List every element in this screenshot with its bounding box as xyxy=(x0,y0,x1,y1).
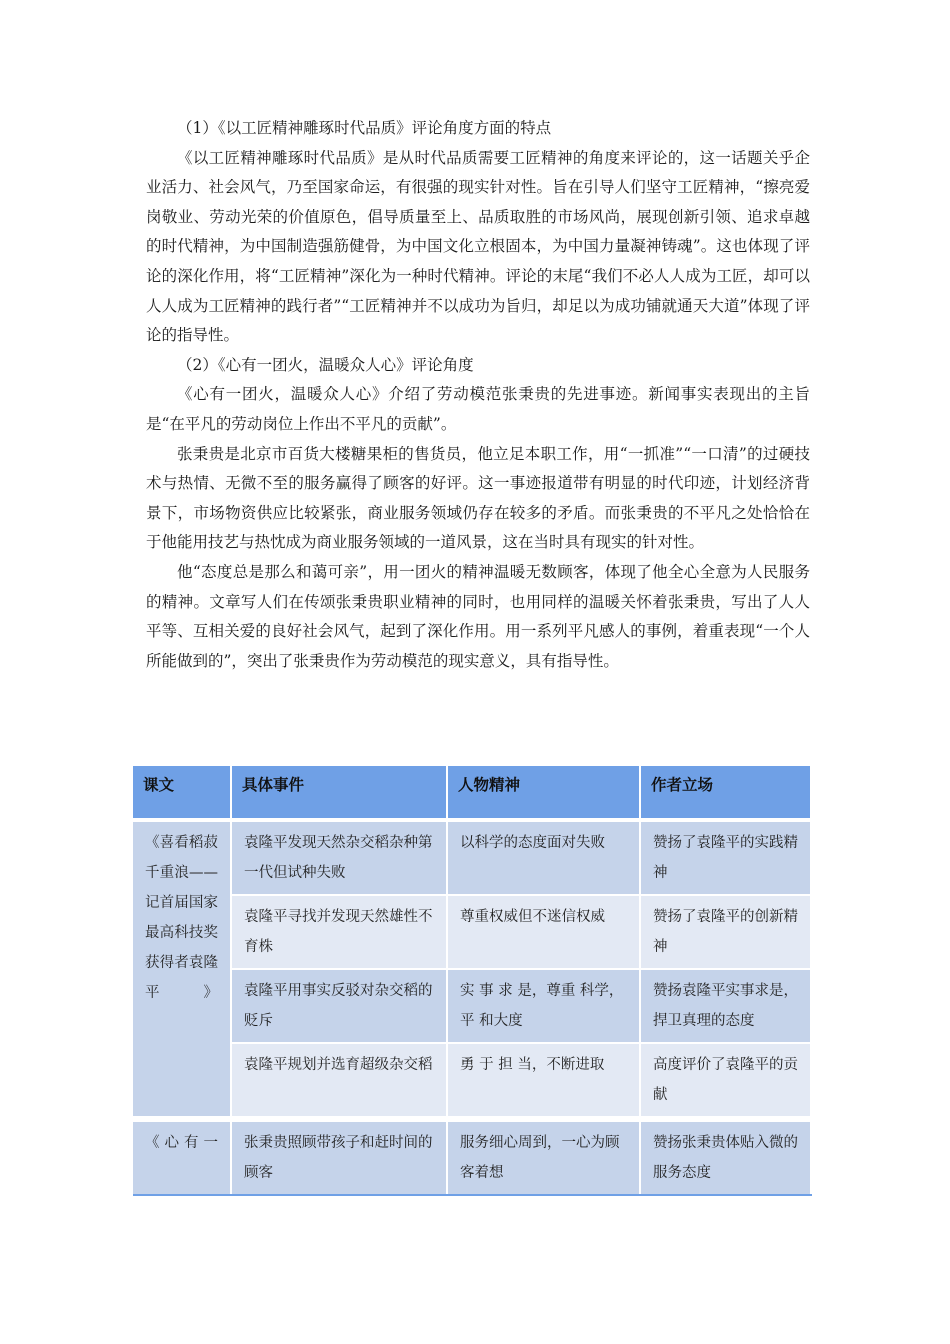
lesson-title-cell: 《心有一 xyxy=(133,1122,231,1195)
event-cell: 袁隆平发现天然杂交稻杂种第一代但试种失败 xyxy=(231,822,447,895)
stance-cell: 赞扬了袁隆平的实践精神 xyxy=(640,822,811,895)
paragraph: 《心有一团火，温暖众人心》介绍了劳动模范张秉贵的先进事迹。新闻事实表现出的主旨是“在平凡的劳动岗位上作出不平凡的贡献”。 xyxy=(146,385,810,433)
event-cell: 袁隆平规划并选育超级杂交稻 xyxy=(231,1043,447,1117)
paragraph: 他“态度总是那么和蔼可亲”，用一团火的精神温暖无数顾客，体现了他全心全意为人民服务的精神。文章写人们在传颂张秉贵职业精神的同时，也用同样的温暖关怀着张秉贵，写出了人人平等、互相关爱的良好社会风气，起到了深化作用。用一系列平凡感人的事例，着重表现“一个人所能做到的”，突出了张秉贵作为劳动模范的现实意义，具有指导性。 xyxy=(146,562,810,670)
lesson-title-cell: 《喜看稻菽千重浪——记首届国家最高科技奖获得者袁隆平》 xyxy=(133,822,231,1117)
header-lesson: 课文 xyxy=(133,766,231,818)
header-stance: 作者立场 xyxy=(640,766,811,818)
event-cell: 袁隆平用事实反驳对杂交稻的贬斥 xyxy=(231,969,447,1043)
event-cell: 张秉贵照顾带孩子和赶时间的顾客 xyxy=(231,1122,447,1195)
spirit-cell: 实 事 求 是，尊重 科学，平 和大度 xyxy=(447,969,640,1043)
table-row xyxy=(133,822,811,895)
table-row xyxy=(133,1043,811,1117)
stance-cell: 高度评价了袁隆平的贡献 xyxy=(640,1043,811,1117)
table-row xyxy=(133,969,811,1043)
section-heading-1: （1）《以工匠精神雕琢时代品质》评论角度方面的特点 xyxy=(177,119,552,137)
lesson-analysis-table xyxy=(133,766,812,1196)
spirit-cell: 尊重权威但不迷信权威 xyxy=(447,895,640,969)
article-text xyxy=(146,114,810,676)
stance-cell: 赞扬了袁隆平的创新精神 xyxy=(640,895,811,969)
table-row xyxy=(133,1122,811,1195)
table-header-row xyxy=(133,766,811,818)
table-row xyxy=(133,895,811,969)
header-spirit: 人物精神 xyxy=(447,766,640,818)
header-event: 具体事件 xyxy=(231,766,447,818)
spirit-cell: 服务细心周到，一心为顾客着想 xyxy=(447,1122,640,1195)
paragraph: 张秉贵是北京市百货大楼糖果柜的售货员，他立足本职工作，用“一抓准”“一口清”的过硬技术与热情、无微不至的服务赢得了顾客的好评。这一事迹报道带有明显的时代印迹，计划经济背景下，市场物资供应比较紧张，商业服务领域仍存在较多的矛盾。而张秉贵的不平凡之处恰恰在于他能用技艺与热忱成为商业服务领域的一道风景，这在当时具有现实的针对性。 xyxy=(146,444,810,552)
event-cell: 袁隆平寻找并发现天然雄性不育株 xyxy=(231,895,447,969)
stance-cell: 赞扬袁隆平实事求是，捍卫真理的态度 xyxy=(640,969,811,1043)
spirit-cell: 以科学的态度面对失败 xyxy=(447,822,640,895)
stance-cell: 赞扬张秉贵体贴入微的服务态度 xyxy=(640,1122,811,1195)
section-heading-2: （2）《心有一团火，温暖众人心》评论角度 xyxy=(177,355,474,374)
spirit-cell: 勇 于 担 当，不断进取 xyxy=(447,1043,640,1117)
paragraph: 《以工匠精神雕琢时代品质》是从时代品质需要工匠精神的角度来评论的，这一话题关乎企业活力、社会风气，乃至国家命运，有很强的现实针对性。旨在引导人们坚守工匠精神，“擦亮爱岗敬业、劳动光荣的价值原色，倡导质量至上、品质取胜的市场风尚，展现创新引领、追求卓越的时代精神，为中国制造强筋健骨，为中国文化立根固本，为中国力量凝神铸魂”。这也体现了评论的深化作用，将“工匠精神”深化为一种时代精神。评论的末尾“我们不必人人成为工匠，却可以人人成为工匠精神的践行者”“工匠精神并不以成功为旨归，却足以为成功铺就通天大道”体现了评论的指导性。 xyxy=(146,148,810,345)
